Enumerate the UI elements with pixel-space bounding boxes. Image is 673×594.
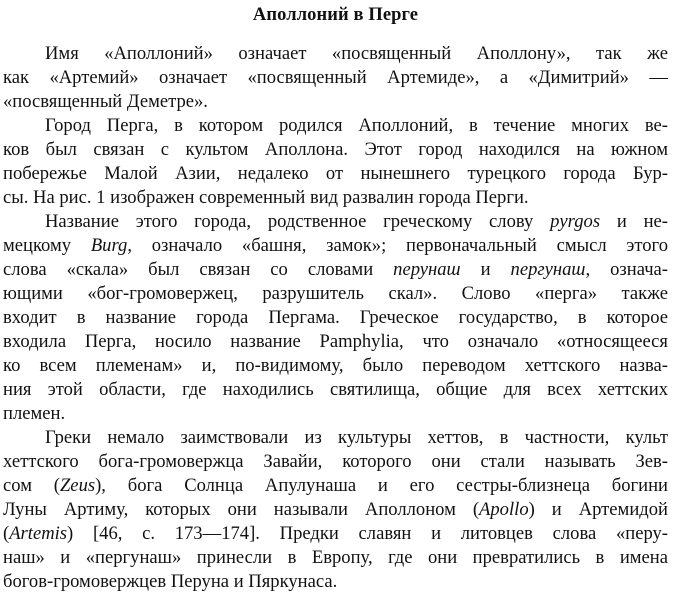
text-run: ) и Артемидой [528, 499, 668, 520]
text-run: и не- [600, 211, 668, 232]
paragraph [3, 210, 668, 426]
text-run: Имя «Аполлоний» означает «посвященный Аполлону», так же [45, 43, 668, 64]
text-line [3, 546, 668, 570]
text-run: как «Артемий» означает «посвященный Артемиде», а «Димитрий» — [3, 67, 668, 88]
text-run: ( [3, 523, 10, 544]
text-line [3, 90, 668, 114]
text-run: Название этого города, родственное греческому слову [45, 211, 551, 232]
text-line [3, 138, 668, 162]
text-run: слова «скала» был связан со словами [3, 259, 394, 280]
text-line [3, 570, 668, 594]
text-run: ющими «бог-громовержец, разрушитель скал». Слово «перга» также [3, 283, 668, 304]
text-run: сом ( [3, 475, 60, 496]
text-run: входит в название города Пергама. Греческое государство, в которое [3, 307, 668, 328]
text-run: наш» и «пергунаш» принесли в Европу, где они превратились в имена [3, 547, 668, 568]
italic-term: Apollo [479, 499, 529, 520]
text-line [3, 162, 668, 186]
text-line [3, 402, 668, 426]
text-line [3, 186, 668, 210]
text-line [3, 474, 668, 498]
text-run: побережье Малой Азии, недалеко от нынешнего турецкого города Бур- [3, 163, 668, 184]
text-run: сы. На рис. 1 изображен современный вид развалин города Перги. [3, 187, 529, 208]
text-line [3, 234, 668, 258]
text-run: хеттского бога-громовержца Завайи, которого они стали называть Зев- [3, 451, 668, 472]
text-line [3, 354, 668, 378]
paragraph [3, 42, 668, 114]
body-text [3, 42, 668, 594]
text-run: ) [46, с. 173—174]. Предки славян и литовцев слова «перу- [67, 523, 668, 544]
text-run: , означало «башня, замок»; первоначальный смысл этого [127, 235, 668, 256]
section-title: Аполлоний в Перге [252, 5, 419, 25]
text-line [3, 66, 668, 90]
paragraph [3, 114, 668, 210]
italic-term: pyrgos [550, 211, 601, 232]
text-line [3, 114, 668, 138]
text-run: богов-громовержцев Перуна и Пяркунаса. [3, 571, 338, 592]
text-line [3, 378, 668, 402]
text-run: Город Перга, в котором родился Аполлоний, в течение многих ве- [45, 115, 668, 136]
italic-term: Zeus [59, 475, 96, 496]
text-line [3, 426, 668, 450]
paragraph [3, 426, 668, 594]
text-line [3, 450, 668, 474]
text-run: входила Перга, носило название Pamphylia, что означало «относящееся [3, 331, 668, 352]
text-run: Луны Артиму, которых они называли Аполлоном ( [3, 499, 480, 520]
text-line [3, 522, 668, 546]
text-line [3, 282, 668, 306]
text-run: , означа- [585, 259, 668, 280]
text-run: Греки немало заимствовали из культуры хеттов, в частности, культ [45, 427, 668, 448]
italic-term: пергунаш [510, 259, 586, 280]
text-run: и [460, 259, 511, 280]
text-run: мецкому [3, 235, 91, 256]
text-line [3, 306, 668, 330]
text-run: ), бога Солнца Апулунаша и его сестры-близнеца богини [95, 475, 668, 496]
text-line [3, 330, 668, 354]
document-page [3, 0, 668, 594]
italic-term: Artemis [9, 523, 68, 544]
text-line [3, 210, 668, 234]
text-run: ков был связан с культом Аполлона. Этот город находился на южном [3, 139, 668, 160]
italic-term: Burg [90, 235, 128, 256]
italic-term: перунаш [393, 259, 461, 280]
text-run: ния этой области, где находились святилища, общие для всех хеттских [3, 379, 668, 400]
text-line [3, 498, 668, 522]
text-run: «посвященный Деметре». [3, 91, 208, 112]
text-line [3, 258, 668, 282]
text-run: ко всем племенам» и, по-видимому, было переводом хеттского назва- [3, 355, 668, 376]
text-run: племен. [3, 403, 66, 424]
text-line [3, 42, 668, 66]
